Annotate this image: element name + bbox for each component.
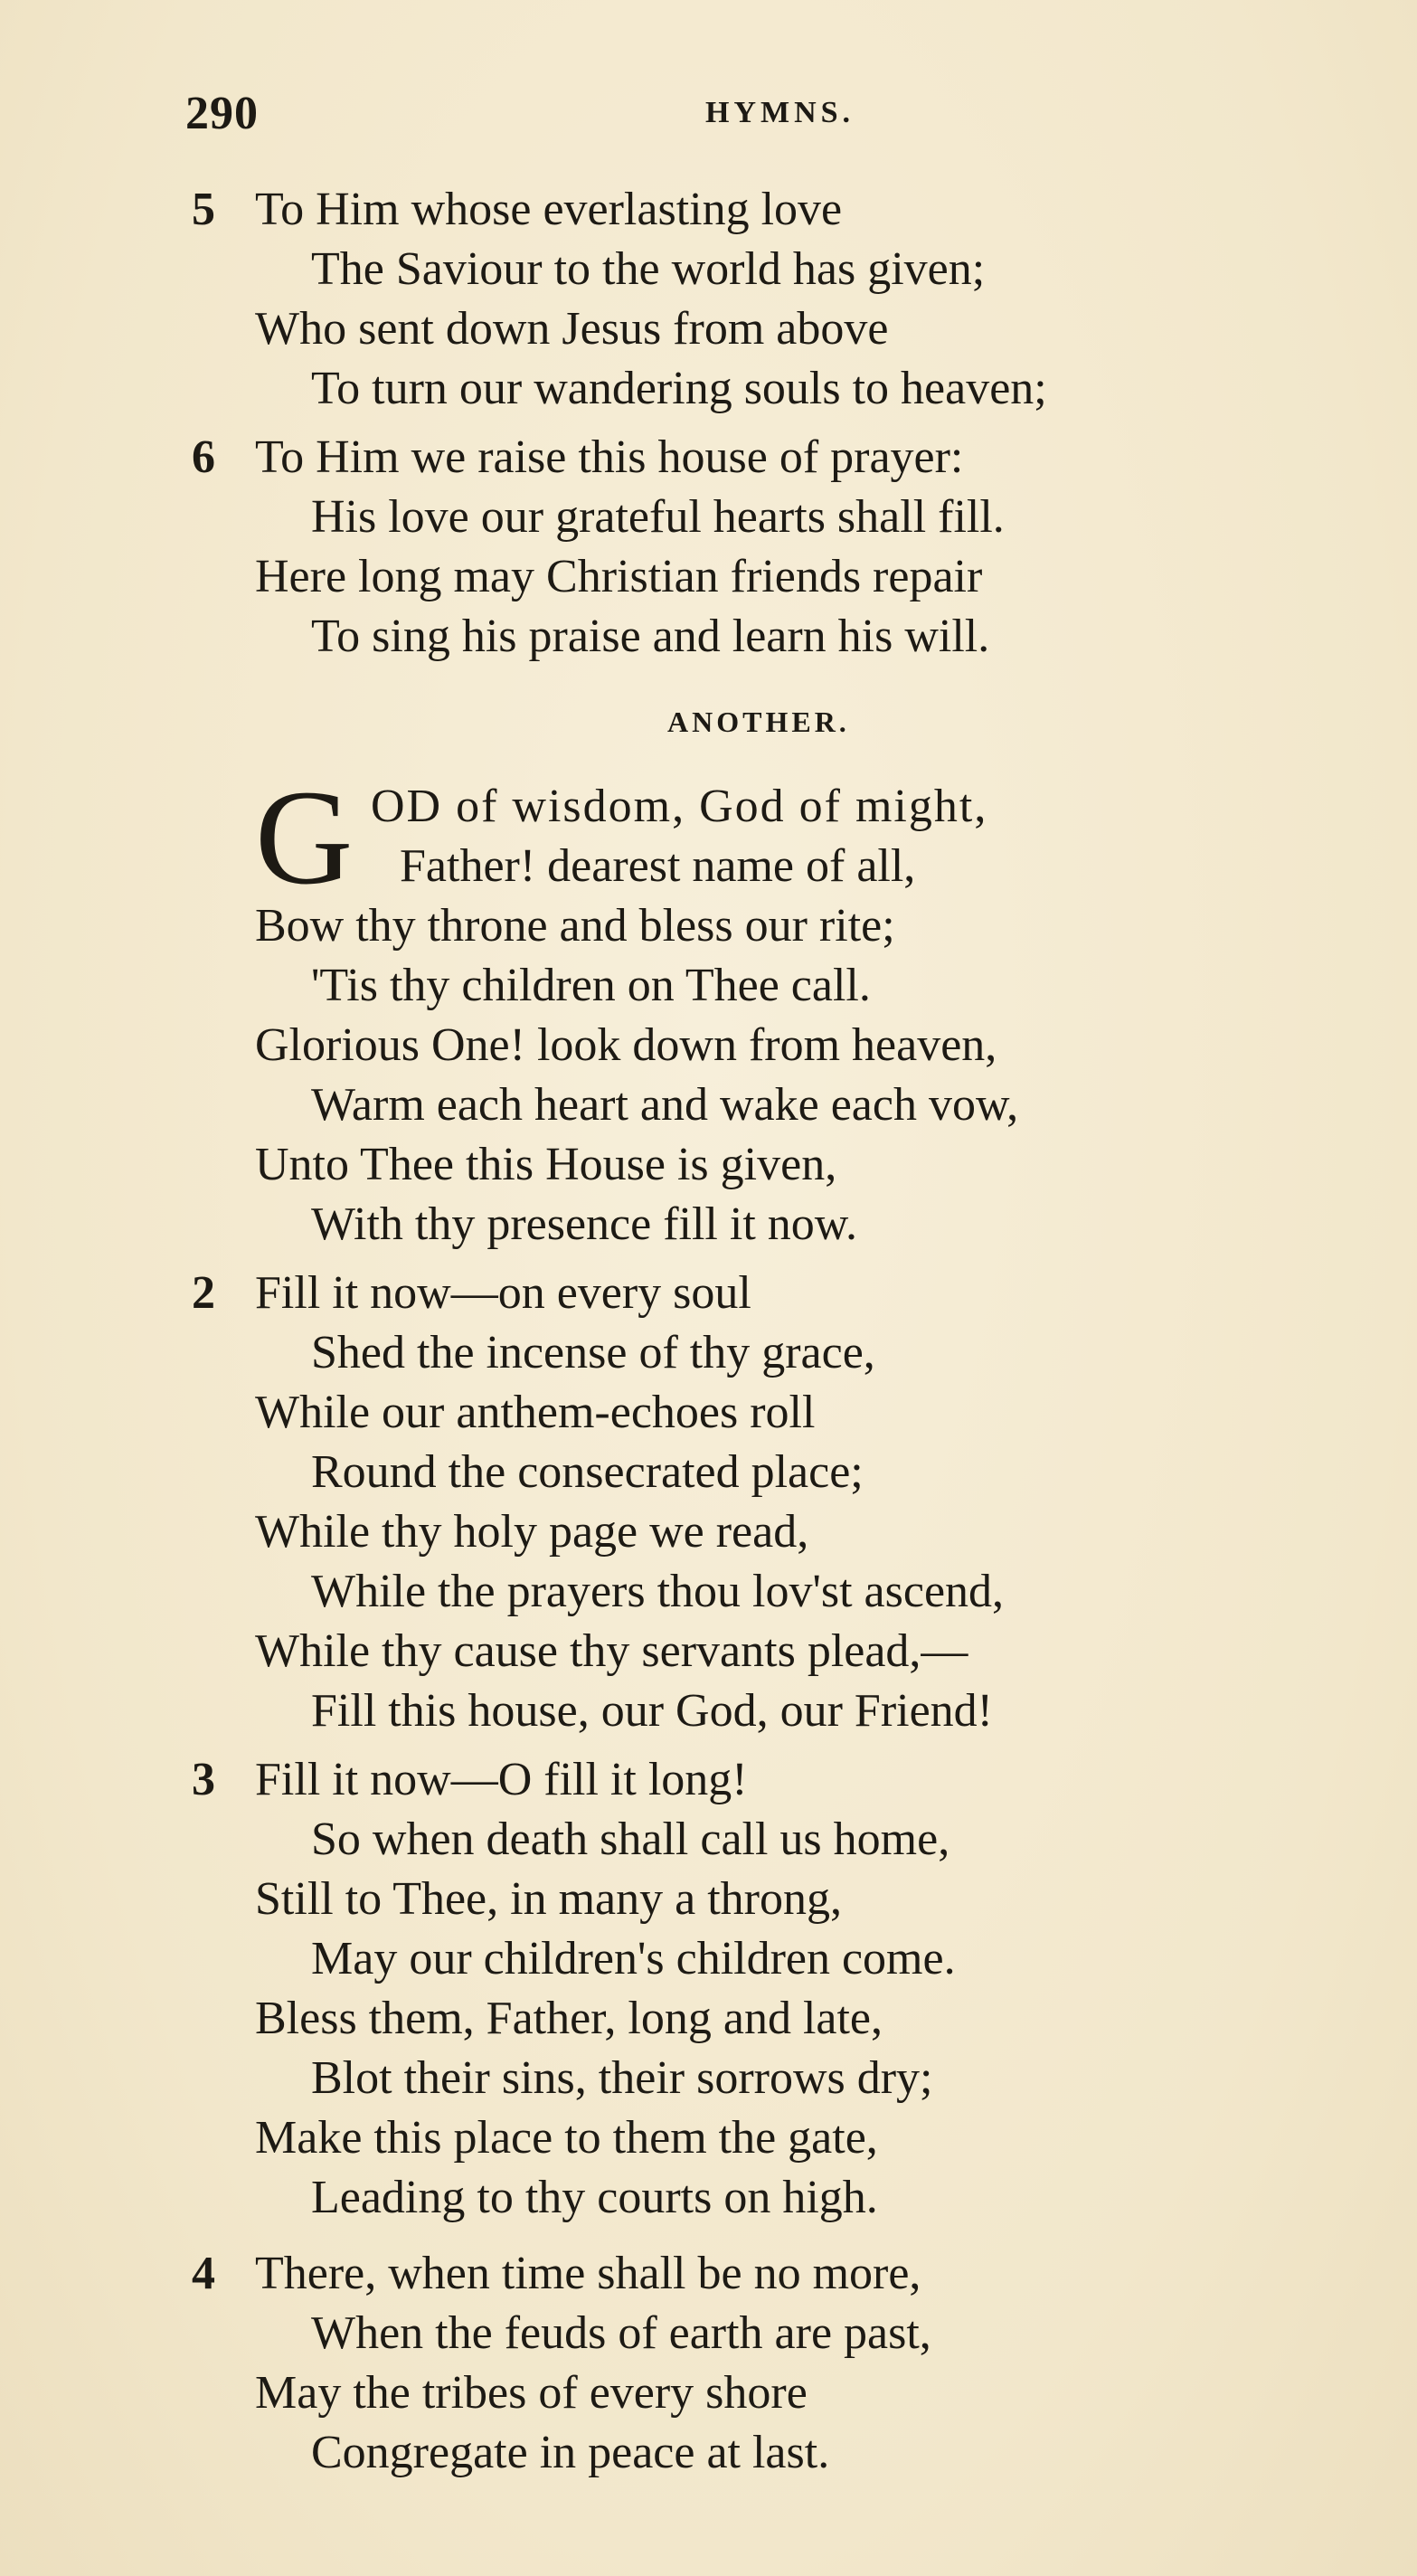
verse-line: Who sent down Jesus from above (255, 303, 889, 355)
verse-line: Unto Thee this House is given, (255, 1139, 837, 1190)
verse-line: Still to Thee, in many a throng, (255, 1873, 842, 1925)
verse-number: 2 (192, 1267, 215, 1319)
hymn-subtitle: ANOTHER. (667, 706, 850, 738)
verse-line: So when death shall call us home, (311, 1814, 950, 1865)
verse-line: While our anthem-echoes roll (255, 1387, 816, 1438)
page-header (185, 87, 1216, 150)
verse-line: To Him whose everlasting love (255, 184, 843, 235)
verse-line: Make this place to them the gate, (255, 2112, 878, 2164)
verse-number: 3 (192, 1754, 215, 1805)
verse-line: While thy holy page we read, (255, 1506, 809, 1558)
verse-line: To Him we raise this house of prayer: (255, 431, 964, 483)
drop-cap: G (255, 762, 354, 913)
verse-line: Fill it now—O fill it long! (255, 1754, 748, 1805)
verse-line: May the tribes of every shore (255, 2367, 808, 2419)
verse-line: Glorious One! look down from heaven, (255, 1019, 997, 1071)
verse-line: Bow thy throne and bless our rite; (255, 900, 895, 952)
verse-line: Round the consecrated place; (311, 1446, 864, 1498)
verse-line: Congregate in peace at last. (311, 2427, 830, 2478)
verse-line: Father! dearest name of all, (400, 840, 916, 892)
verse-number: 6 (192, 431, 215, 483)
verse-line: OD of wisdom, God of might, (371, 781, 988, 832)
verse-line: May our children's children come. (311, 1933, 956, 1984)
verse-line: When the feuds of earth are past, (311, 2307, 931, 2359)
verse-number: 4 (192, 2248, 215, 2299)
verse-line: Blot their sins, their sorrows dry; (311, 2052, 933, 2104)
verse-line: Fill it now—on every soul (255, 1267, 751, 1319)
verse-line: Warm each heart and wake each vow, (311, 1079, 1019, 1131)
verse-line: Leading to thy courts on high. (311, 2172, 878, 2223)
verse-line: 'Tis thy children on Thee call. (311, 960, 871, 1011)
verse-line: His love our grateful hearts shall fill. (311, 491, 1005, 543)
running-title: HYMNS. (705, 96, 855, 129)
verse-line: Shed the incense of thy grace, (311, 1327, 875, 1378)
verse-line: There, when time shall be no more, (255, 2248, 921, 2299)
verse-line: To sing his praise and learn his will. (311, 611, 990, 662)
verse-line: While thy cause thy servants plead,— (255, 1625, 968, 1677)
verse-line: Fill this house, our God, our Friend! (311, 1685, 993, 1737)
verse-line: The Saviour to the world has given; (311, 243, 986, 295)
verse-number: 5 (192, 184, 215, 235)
verse-line: Bless them, Father, long and late, (255, 1993, 883, 2044)
verse-line: Here long may Christian friends repair (255, 551, 983, 602)
verse-line: While the prayers thou lov'st ascend, (311, 1566, 1005, 1617)
verse-line: With thy presence fill it now. (311, 1198, 857, 1250)
page-number: 290 (185, 88, 259, 139)
verse-line: To turn our wandering souls to heaven; (311, 363, 1047, 414)
